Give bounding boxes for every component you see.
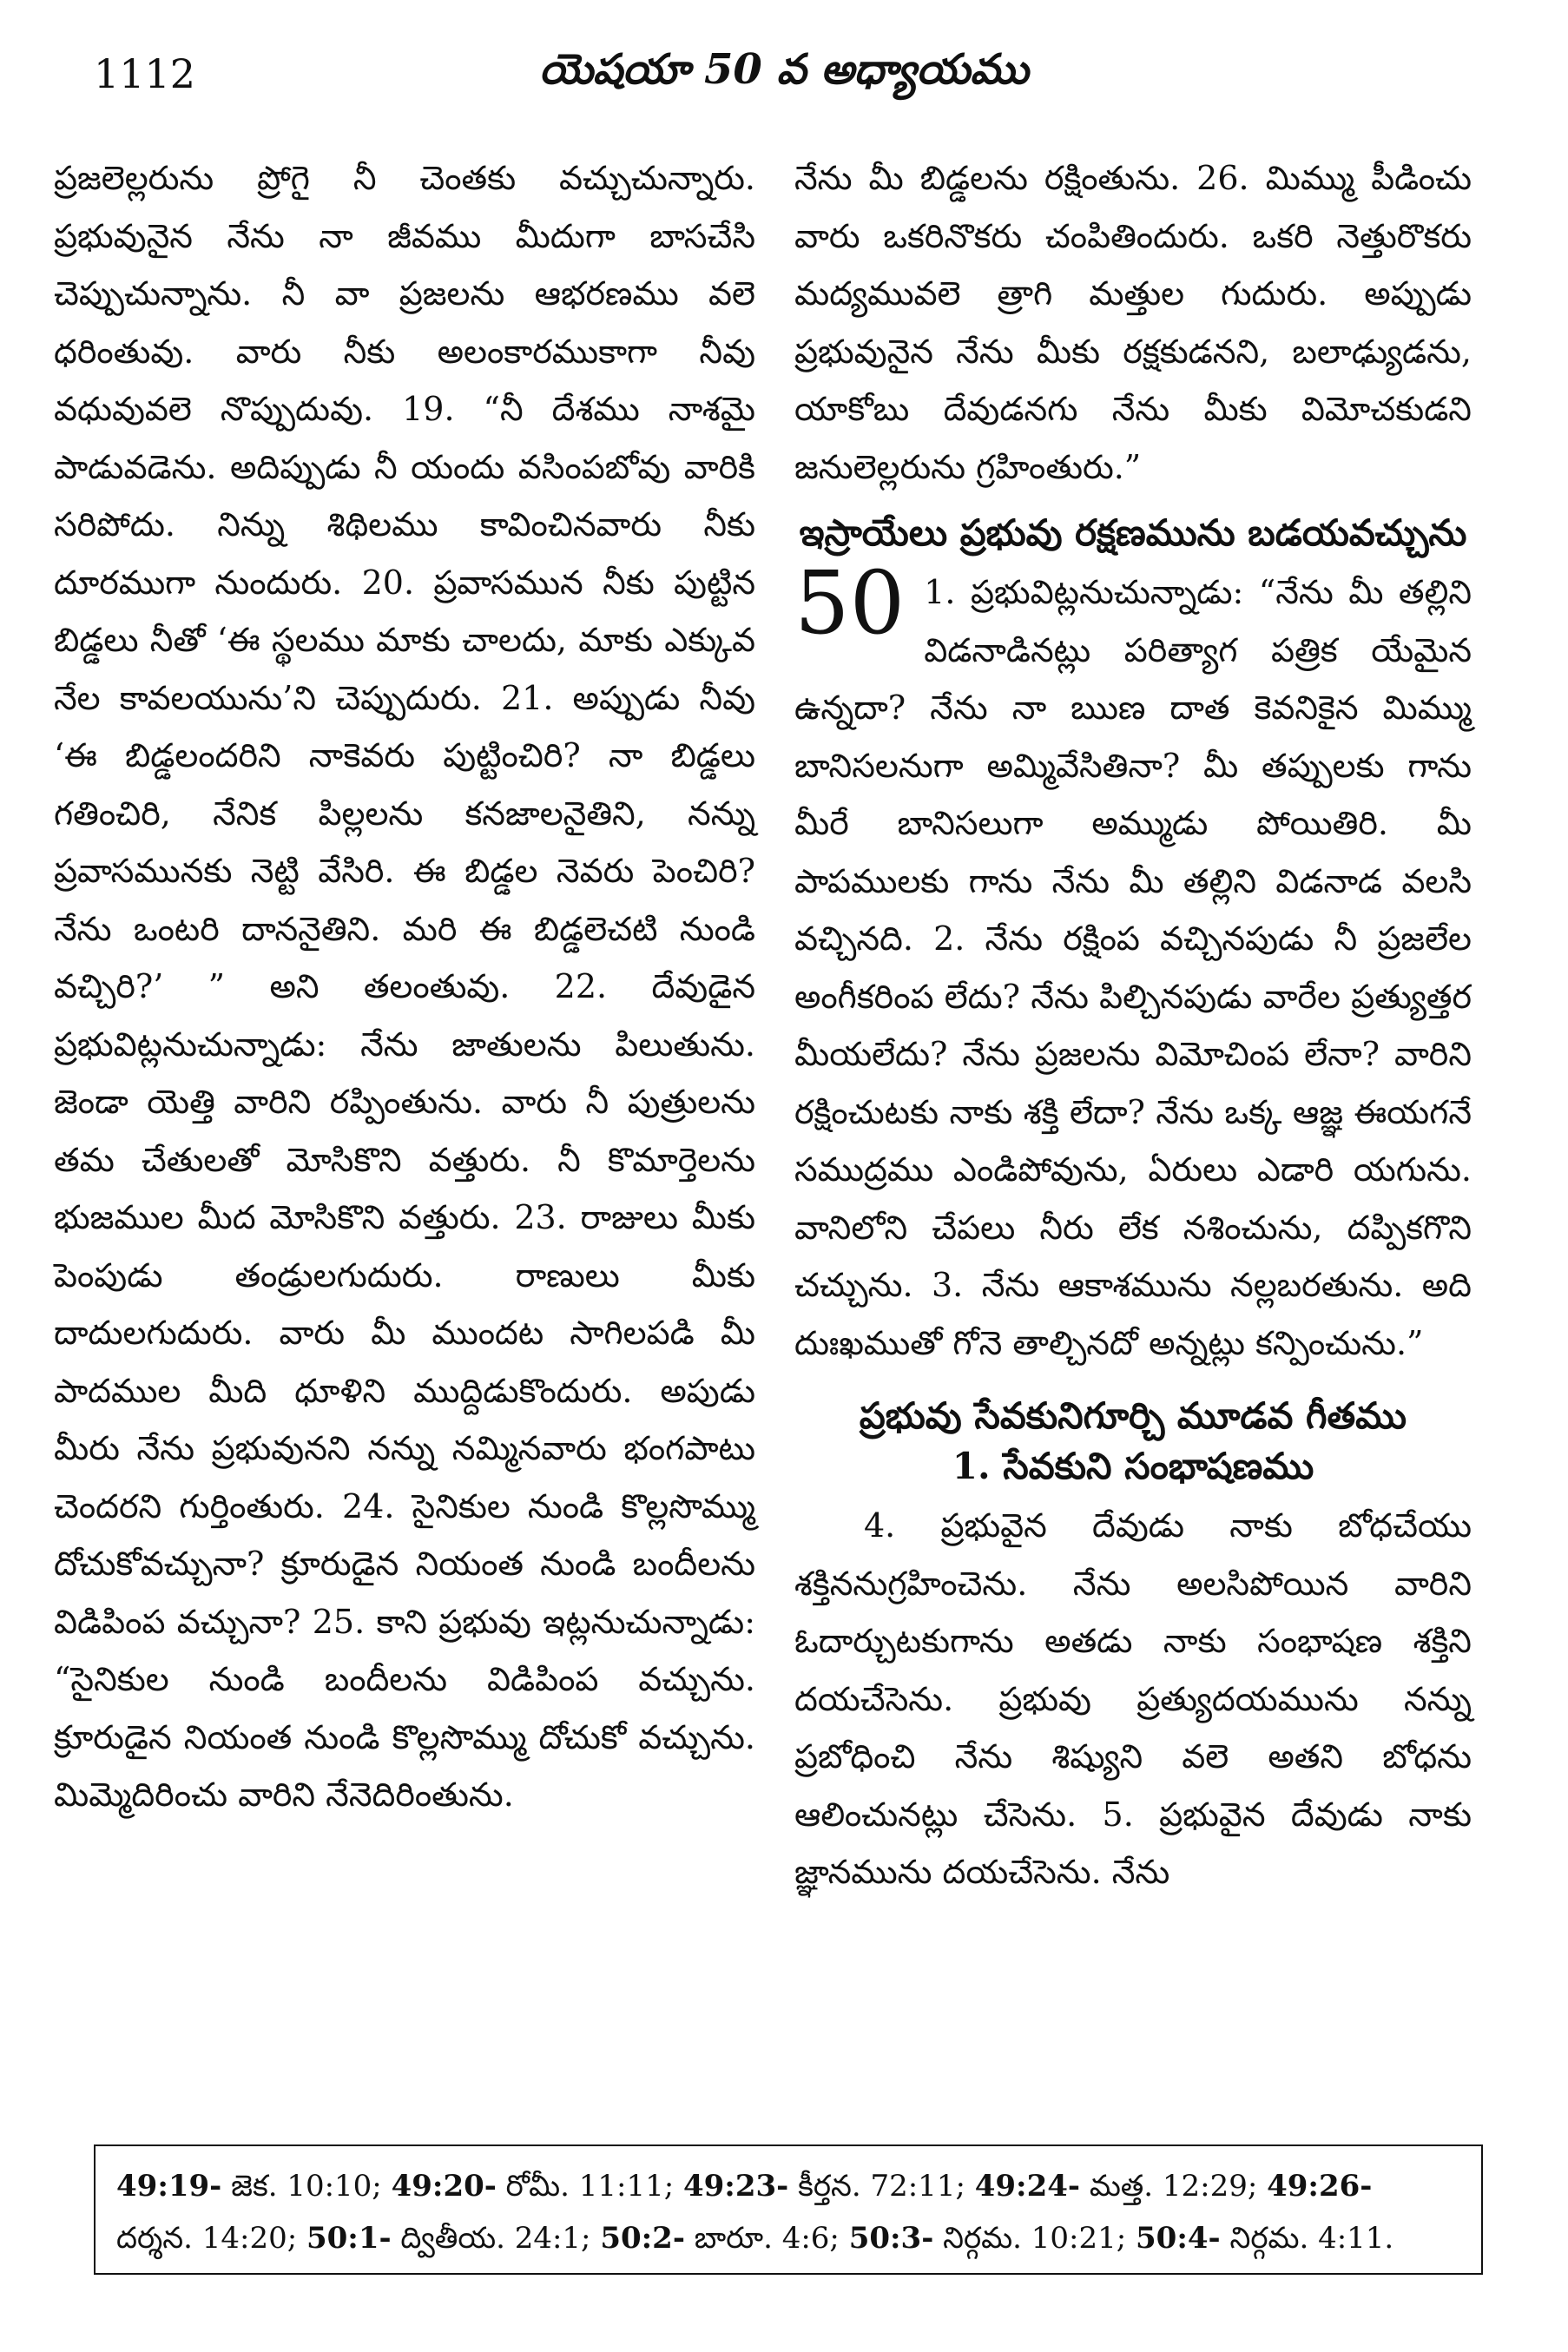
reference-text: నిర్గమ. 10:21;	[933, 2221, 1136, 2256]
left-column-text: ప్రజలెల్లరును ప్రోగై నీ చెంతకు వచ్చుచున్నారు. ప్రభువునైన నేను నా జీవము మీదుగా బాసచేసి చెప్పుచున్నాను. నీ వా ప్రజలను ఆభరణము వలె ధరింతువు. వారు నీకు అలంకారముకాగా నీవు వధువువలె నొప్పుదువు. 19. “నీ దేశము నాశమై పాడువడెను. అదిప్పుడు నీ యందు వసింపబోవు వారికి సరిపోదు. నిన్ను శిథిలము కావించినవారు నీకు దూరముగా నుందురు. 20. ప్రవాసమున నీకు పుట్టిన బిడ్డలు నీతో ‘ఈ స్థలము మాకు చాలదు, మాకు ఎక్కువ నేల కావలయును’ని చెప్పుదురు. 21. అప్పుడు నీవు ‘ఈ బిడ్డలందరిని నాకెవరు పుట్టించిరి? నా బిడ్డలు గతించిరి, నేనిక పిల్లలను కనజాలనైతిని, నన్ను ప్రవాసమునకు నెట్టి వేసిరి. ఈ బిడ్డల నెవరు పెంచిరి? నేను ఒంటరి దాననైతిని. మరి ఈ బిడ్డలెచటి నుండి వచ్చిరి?’ ” అని తలంతువు. 22. దేవుడైన ప్రభువిట్లనుచున్నాడు: నేను జాతులను పిలుతును. జెండా యెత్తి వారిని రప్పింతును. వారు నీ పుత్రులను తమ చేతులతో మోసికొని వత్తురు. నీ కొమార్తెలను భుజముల మీద మోసికొని వత్తురు. 23. రాజులు మీకు పెంపుడు తండ్రులగుదురు. రాణులు మీకు దాదులగుదురు. వారు మీ ముందట సాగిలపడి మీ పాదముల మీది ధూళిని ముద్దిడుకొందురు. అపుడు మీరు నేను ప్రభువునని నన్ను నమ్మినవారు భంగపాటు చెందరని గుర్తింతురు. 24. సైనికుల నుండి కొల్లసొమ్ము దోచుకోవచ్చునా? క్రూరుడైన నియంత నుండి బందీలను విడిపింప వచ్చునా? 25. కాని ప్రభువు ఇట్లనుచున్నాడు: “సైనికుల నుండి బందీలను విడిపింప వచ్చును. క్రూరుడైన నియంత నుండి కొల్లసొమ్ము దోచుకో వచ్చును. మిమ్మెదిరించు వారిని నేనెదిరింతును.	[54, 159, 755, 1814]
section-subheading: 1. సేవకుని సంభాషణము	[952, 1445, 1314, 1487]
reference-key: 49:26-	[1267, 2169, 1373, 2204]
cross-references-box	[94, 2144, 1483, 2275]
reference-text: దర్శన. 14:20;	[116, 2221, 306, 2256]
chapter-paragraph	[794, 552, 1472, 1372]
references-line-1	[116, 2160, 1460, 2212]
right-column-intro: నేను మీ బిడ్డలను రక్షింతును. 26. మిమ్ము పీడించు వారు ఒకరినొకరు చంపితిందురు. ఒకరి నెత్తురొకరు మద్యమువలె త్రాగి మత్తుల గుదురు. అప్పుడు ప్రభువునైన నేను మీకు రక్షకుడనని, బలాఢ్యుడను, యాకోబు దేవుడనగు నేను మీకు విమోచకుడని జనులెల్లరును గ్రహింతురు.”	[794, 159, 1472, 486]
reference-text: ద్వితీయ. 24:1;	[391, 2221, 601, 2256]
running-title: యెషయా 50 వ అధ్యాయము	[539, 45, 1029, 94]
page-number: 1112	[94, 50, 196, 97]
page-header	[94, 45, 1474, 115]
left-column	[54, 149, 755, 1824]
reference-text: జెక. 10:10;	[221, 2169, 392, 2204]
chapter-text: 1. ప్రభువిట్లనుచున్నాడు: “నేను మీ తల్లిని విడనాడినట్లు పరిత్యాగ పత్రిక యేమైన ఉన్నదా? నేను నా ఋణ దాత కెవనికైన మిమ్ము బానిసలనుగా అమ్మివేసితినా? మీ తప్పులకు గాను మీరే బానిసలుగా అమ్ముడు పోయితిరి. మీ పాపములకు గాను నేను మీ తల్లిని విడనాడ వలసి వచ్చినది. 2. నేను రక్షింప వచ్చినపుడు నీ ప్రజలేల అంగీకరింప లేదు? నేను పిల్చినపుడు వారేల ప్రత్యుత్తర మీయలేదు? నేను ప్రజలను విమోచింప లేనా? వారిని రక్షించుటకు నాకు శక్తి లేదా? నేను ఒక్క ఆజ్ఞ ఈయగనే సముద్రము ఎండిపోవును, ఏరులు ఎడారి యగును. వానిలోని చేపలు నీరు లేక నశించును, దప్పికగొని చచ్చును. 3. నేను ఆకాశమును నల్లబరతును. అది దుఃఖముతో గోనె తాల్చినదో అన్నట్లు కన్పించును.”	[794, 573, 1472, 1362]
references-line-2	[116, 2212, 1460, 2264]
reference-key: 50:2-	[600, 2221, 685, 2256]
section-heading-israel: ఇస్రాయేలు ప్రభువు రక్షణమును బడయవచ్చును	[799, 511, 1467, 554]
reference-text: మత్త. 12:29;	[1080, 2169, 1268, 2204]
chapter-number: 50	[794, 552, 906, 654]
reference-text: కీర్తన. 72:11;	[788, 2169, 975, 2204]
reference-text: నిర్గమ. 4:11.	[1220, 2221, 1394, 2256]
section-heading-servant-song: ప్రభువు సేవకునిగూర్చి మూడవ గీతము	[859, 1394, 1407, 1437]
reference-key: 49:23-	[682, 2169, 789, 2204]
reference-key: 49:20-	[391, 2169, 497, 2204]
reference-key: 49:19-	[116, 2169, 222, 2204]
reference-text: బారూ. 4:6;	[684, 2221, 849, 2256]
reference-key: 49:24-	[974, 2169, 1081, 2204]
right-column	[794, 149, 1472, 1901]
reference-key: 50:1-	[306, 2221, 392, 2256]
section2-text: 4. ప్రభువైన దేవుడు నాకు బోధచేయు శక్తిననుగ్రహించెను. నేను అలసిపోయిన వారిని ఓదార్చుటకుగాను అతడు నాకు సంభాషణ శక్తిని దయచేసెను. ప్రభువు ప్రత్యుదయమును నన్ను ప్రబోధించి నేను శిష్యుని వలె అతని బోధను ఆలించునట్లు చేసెను. 5. ప్రభువైన దేవుడు నాకు జ్ఞానమును దయచేసెను. నేను	[794, 1506, 1472, 1891]
reference-text: రోమీ. 11:11;	[496, 2169, 683, 2204]
reference-key: 50:3-	[848, 2221, 934, 2256]
reference-key: 50:4-	[1136, 2221, 1221, 2256]
